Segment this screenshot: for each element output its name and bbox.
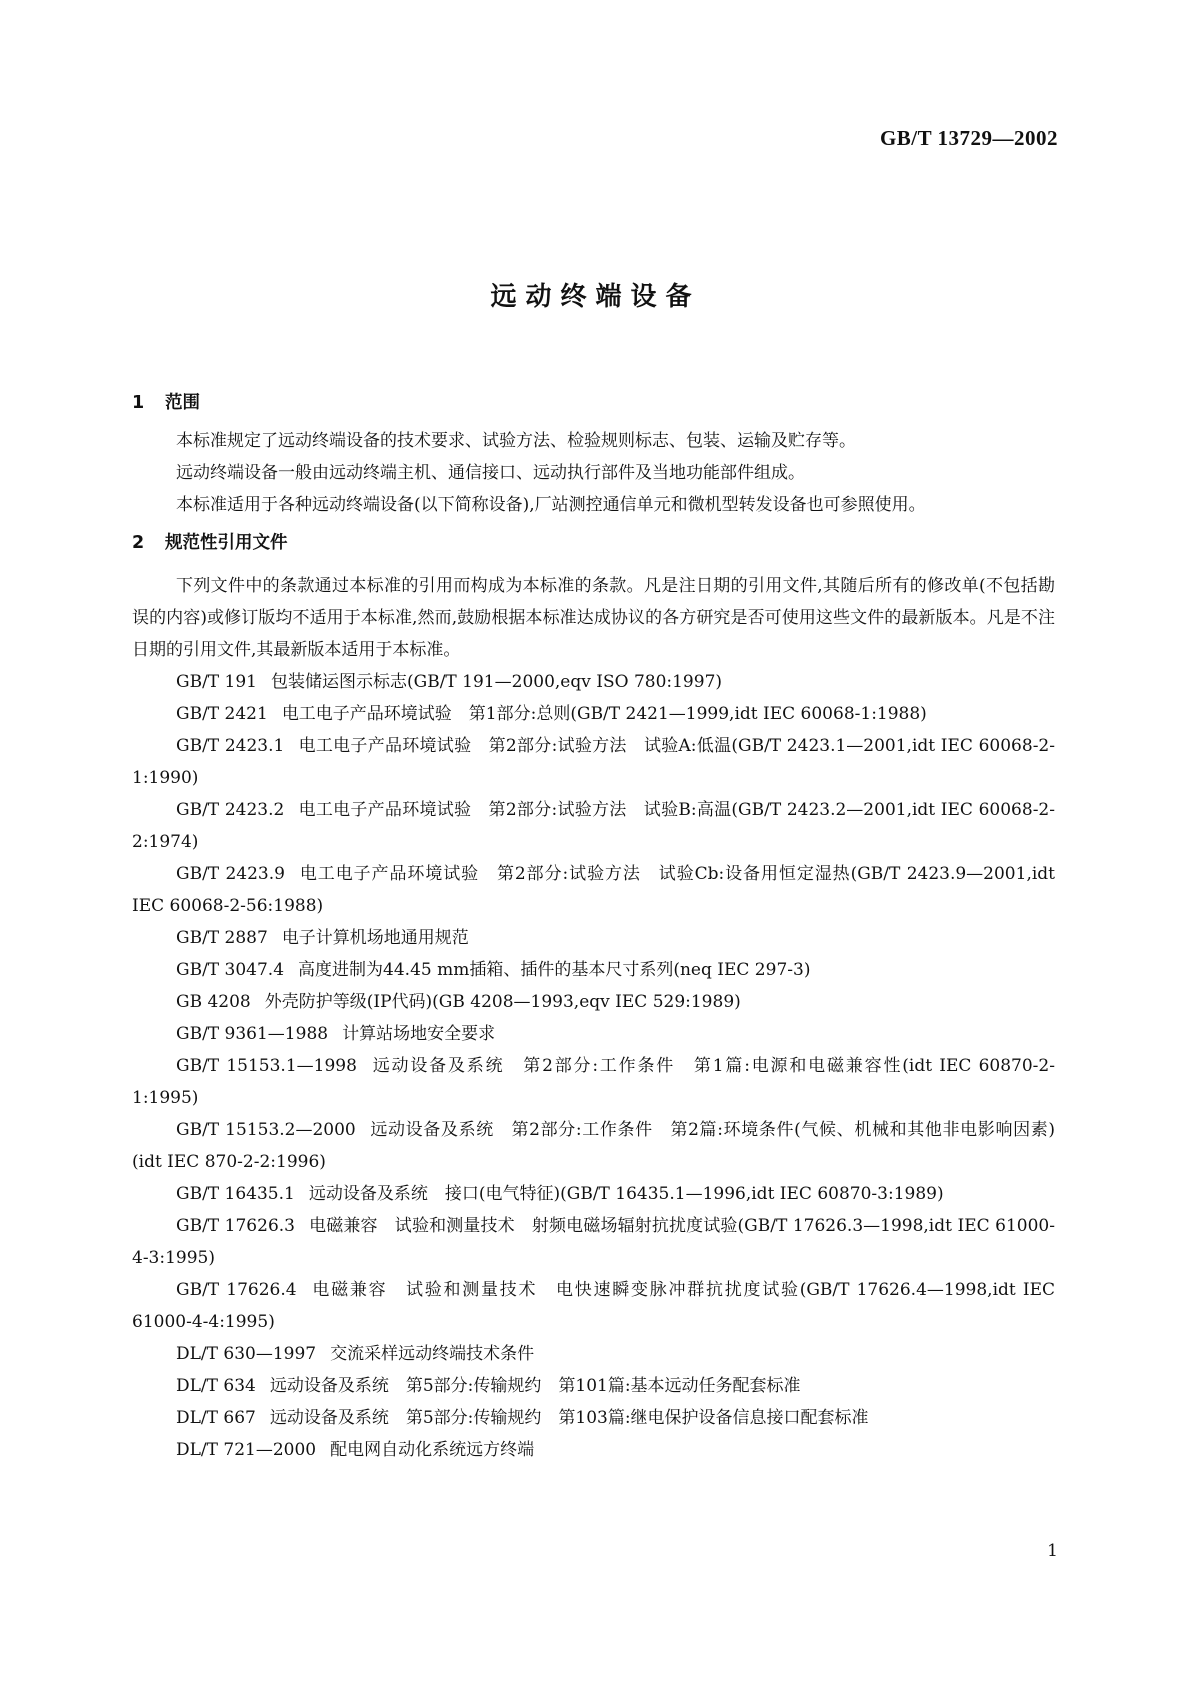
document-body bbox=[132, 387, 1055, 1466]
reference-code: GB/T 2423.2 bbox=[176, 800, 285, 820]
reference-item bbox=[132, 698, 1055, 730]
standard-code: GB/T 13729—2002 bbox=[879, 126, 1058, 150]
scope-paragraph: 本标准适用于各种远动终端设备(以下简称设备),厂站测控通信单元和微机型转发设备也可参照使用。 bbox=[176, 495, 926, 515]
reference-item bbox=[132, 954, 1055, 986]
reference-text: 高度进制为44.45 mm插箱、插件的基本尺寸系列(neq IEC 297-3) bbox=[298, 960, 811, 980]
reference-text: 配电网自动化系统远方终端 bbox=[330, 1440, 535, 1460]
reference-code: GB 4208 bbox=[176, 992, 251, 1012]
reference-item bbox=[132, 1370, 1055, 1402]
section-heading-scope bbox=[132, 387, 1055, 419]
reference-item bbox=[132, 1338, 1055, 1370]
reference-code: DL/T 634 bbox=[176, 1376, 256, 1396]
scope-paragraph: 远动终端设备一般由远动终端主机、通信接口、远动执行部件及当地功能部件组成。 bbox=[176, 463, 805, 483]
reference-text: 电工电子产品环境试验 第2部分:试验方法 试验A:低温(GB/T 2423.1—2001,idt IEC 60068-2-1:1990) bbox=[132, 736, 1055, 788]
section-title: 范围 bbox=[165, 393, 200, 413]
reference-text: 外壳防护等级(IP代码)(GB 4208—1993,eqv IEC 529:1989) bbox=[264, 992, 741, 1012]
reference-item bbox=[132, 1178, 1055, 1210]
reference-item bbox=[132, 794, 1055, 858]
reference-code: GB/T 15153.1—1998 bbox=[176, 1056, 357, 1076]
reference-item bbox=[132, 1210, 1055, 1274]
reference-text: 电磁兼容 试验和测量技术 射频电磁场辐射抗扰度试验(GB/T 17626.3—1998,idt IEC 61000-4-3:1995) bbox=[132, 1216, 1055, 1268]
reference-item bbox=[132, 1114, 1055, 1178]
reference-item bbox=[132, 666, 1055, 698]
reference-code: GB/T 17626.3 bbox=[176, 1216, 295, 1236]
reference-text: 远动设备及系统 第2部分:工作条件 第1篇:电源和电磁兼容性(idt IEC 60870-2-1:1995) bbox=[132, 1056, 1055, 1108]
reference-list bbox=[132, 666, 1055, 1466]
reference-item bbox=[132, 922, 1055, 954]
references-intro: 下列文件中的条款通过本标准的引用而构成为本标准的条款。凡是注日期的引用文件,其随后所有的修改单(不包括勘误的内容)或修订版均不适用于本标准,然而,鼓励根据本标准达成协议的各方研究是否可使用这些文件的最新版本。凡是不注日期的引用文件,其最新版本适用于本标准。 bbox=[132, 576, 1055, 660]
reference-code: GB/T 9361—1988 bbox=[176, 1024, 329, 1044]
reference-text: 远动设备及系统 第5部分:传输规约 第103篇:继电保护设备信息接口配套标准 bbox=[269, 1408, 869, 1428]
reference-text: 电工电子产品环境试验 第2部分:试验方法 试验B:高温(GB/T 2423.2—2001,idt IEC 60068-2-2:1974) bbox=[132, 800, 1055, 852]
reference-item bbox=[132, 858, 1055, 922]
section-number: 1 bbox=[132, 393, 145, 413]
reference-item bbox=[132, 730, 1055, 794]
reference-item bbox=[132, 1402, 1055, 1434]
reference-code: GB/T 2421 bbox=[176, 704, 268, 724]
reference-code: GB/T 3047.4 bbox=[176, 960, 285, 980]
scope-paragraph: 本标准规定了远动终端设备的技术要求、试验方法、检验规则标志、包装、运输及贮存等。 bbox=[176, 431, 856, 451]
reference-code: GB/T 17626.4 bbox=[176, 1280, 297, 1300]
reference-code: GB/T 15153.2—2000 bbox=[176, 1120, 356, 1140]
document-title: 远动终端设备 bbox=[490, 282, 701, 312]
reference-code: DL/T 721—2000 bbox=[176, 1440, 317, 1460]
reference-text: 电磁兼容 试验和测量技术 电快速瞬变脉冲群抗扰度试验(GB/T 17626.4—1998,idt IEC 61000-4-4:1995) bbox=[132, 1280, 1056, 1332]
reference-item bbox=[132, 1434, 1055, 1466]
section-title: 规范性引用文件 bbox=[165, 533, 288, 553]
reference-text: 远动设备及系统 接口(电气特征)(GB/T 16435.1—1996,idt IEC 60870-3:1989) bbox=[308, 1184, 944, 1204]
reference-text: 电子计算机场地通用规范 bbox=[281, 928, 469, 948]
reference-code: GB/T 2423.9 bbox=[176, 864, 285, 884]
reference-text: 电工电子产品环境试验 第2部分:试验方法 试验Cb:设备用恒定湿热(GB/T 2423.9—2001,idt IEC 60068-2-56:1988) bbox=[132, 864, 1055, 916]
reference-code: GB/T 2887 bbox=[176, 928, 268, 948]
reference-code: GB/T 2423.1 bbox=[176, 736, 285, 756]
reference-code: DL/T 630—1997 bbox=[176, 1344, 317, 1364]
section-number: 2 bbox=[132, 533, 145, 553]
reference-text: 电工电子产品环境试验 第1部分:总则(GB/T 2421—1999,idt IEC 60068-1:1988) bbox=[281, 704, 927, 724]
reference-item bbox=[132, 986, 1055, 1018]
reference-code: DL/T 667 bbox=[176, 1408, 256, 1428]
reference-text: 远动设备及系统 第5部分:传输规约 第101篇:基本远动任务配套标准 bbox=[269, 1376, 801, 1396]
section-heading-normative-references bbox=[132, 527, 1055, 559]
reference-text: 包装储运图示标志(GB/T 191—2000,eqv ISO 780:1997) bbox=[271, 672, 723, 692]
reference-code: GB/T 16435.1 bbox=[176, 1184, 295, 1204]
reference-text: 计算站场地安全要求 bbox=[342, 1024, 496, 1044]
reference-item bbox=[132, 1274, 1055, 1338]
reference-text: 交流采样远动终端技术条件 bbox=[330, 1344, 535, 1364]
reference-code: GB/T 191 bbox=[176, 672, 257, 692]
reference-text: 远动设备及系统 第2部分:工作条件 第2篇:环境条件(气候、机械和其他非电影响因素)(idt IEC 870-2-2:1996) bbox=[132, 1120, 1055, 1172]
reference-item bbox=[132, 1018, 1055, 1050]
reference-item bbox=[132, 1050, 1055, 1114]
page-number: 1 bbox=[1047, 1541, 1058, 1561]
